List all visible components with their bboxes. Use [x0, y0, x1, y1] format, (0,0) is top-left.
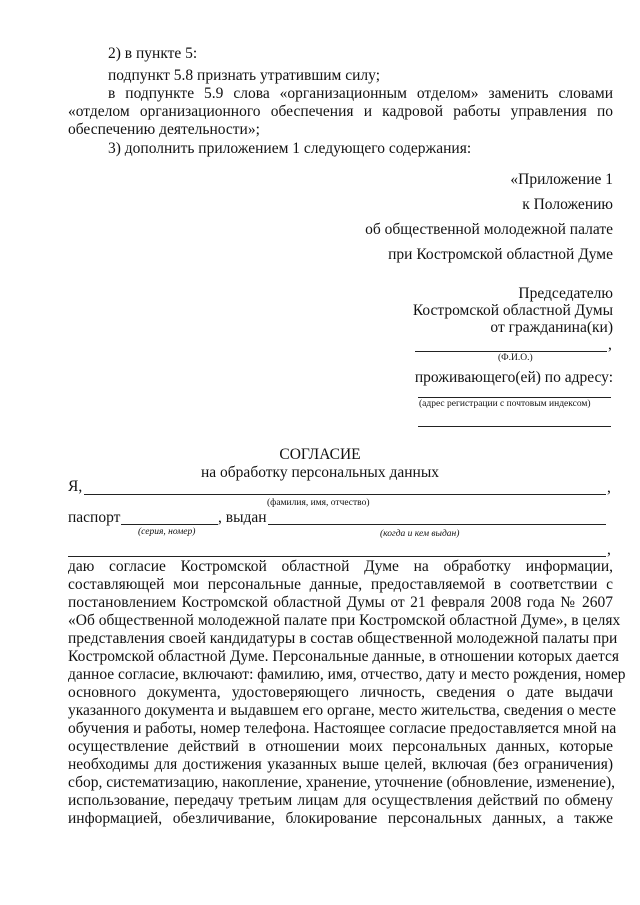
- appendix-line: при Костромской областной Думе: [388, 246, 613, 263]
- consent-body-line: даю согласие Костромской областной Думе на обработку информации,: [68, 558, 613, 575]
- issued-by-blank-2: [68, 556, 606, 557]
- amendment-subpoint-5-8: подпункт 5.8 признать утратившим силу;: [108, 67, 381, 84]
- appendix-line: об общественной молодежной палате: [365, 221, 613, 238]
- amendment-point-3: 3) дополнить приложением 1 следующего содержания:: [108, 140, 472, 157]
- name-caption: (фамилия, имя, отчество): [267, 498, 370, 508]
- consent-body-line: информацией, обезличивание, блокирование персональных данных, а также: [68, 810, 613, 827]
- passport-number-blank: [121, 524, 218, 525]
- fio-comma: ,: [608, 336, 612, 353]
- consent-body-line: необходимы для достижения указанных выше целей, включая (без ограничения): [68, 756, 613, 773]
- issued-label: , выдан: [218, 509, 267, 526]
- amendment-subpoint-5-9: в подпункте 5.9 слова «организационным отделом» заменить словами: [108, 85, 613, 102]
- name-comma: ,: [607, 479, 611, 496]
- consent-body-line: основного документа, удостоверяющего личность, сведения о дате выдачи: [68, 684, 613, 701]
- addressee-line: Костромской областной Думы: [412, 302, 613, 319]
- appendix-title: «Приложение 1: [510, 171, 613, 188]
- series-caption: (серия, номер): [138, 527, 196, 537]
- appendix-line: к Положению: [522, 196, 613, 213]
- consent-title: СОГЛАСИЕ: [279, 446, 361, 463]
- amendment-text-line: обеспечению деятельности»;: [68, 121, 260, 138]
- issued-caption: (когда и кем выдан): [380, 529, 460, 539]
- consent-body-line: составляющей мои персональные данные, предоставляемой в соответствии с: [68, 576, 613, 593]
- consent-body-line: представления своей кандидатуры в состав общественной молодежной палаты при: [68, 630, 618, 647]
- i-label: Я,: [68, 478, 83, 495]
- consent-body-line: осуществление действий в отношении моих персональных данных, которые: [68, 738, 613, 755]
- amendment-point-2: 2) в пункте 5:: [108, 45, 198, 62]
- addressee-line: от гражданина(ки): [490, 319, 613, 336]
- amendment-text-line: «отделом организационного обеспечения и кадровой работы управления по: [68, 103, 613, 120]
- issued-comma: ,: [607, 541, 611, 558]
- consent-subtitle: на обработку персональных данных: [201, 464, 439, 481]
- issued-by-blank: [268, 524, 606, 525]
- address-blank-line: [418, 397, 611, 398]
- consent-body-line: указанного документа и выдавшем его органе, место жительства, сведения о месте: [68, 702, 617, 719]
- name-blank-line: [84, 494, 606, 495]
- consent-body-line: сбор, систематизацию, накопление, хранение, уточнение (обновление, изменение),: [68, 774, 615, 791]
- consent-body-line: обучения и работы, номер телефона. Настоящее согласие предоставляется мной на: [68, 720, 617, 737]
- consent-body-line: постановлением Костромской областной Думы от 21 февраля 2008 года № 2607: [68, 594, 613, 611]
- consent-body-line: данное согласие, включают: фамилию, имя, отчество, дату и место рождения, номер: [68, 666, 626, 683]
- fio-blank-line: [415, 351, 607, 352]
- consent-body-line: Костромской областной Думе. Персональные данные, в отношении которых дается: [68, 648, 619, 665]
- address-blank-line-2: [418, 426, 611, 427]
- fio-caption: (Ф.И.О.): [498, 353, 533, 363]
- passport-label: паспорт: [68, 509, 121, 526]
- address-caption: (адрес регистрации с почтовым индексом): [419, 399, 591, 409]
- residing-label: проживающего(ей) по адресу:: [414, 369, 613, 386]
- addressee-line: Председателю: [518, 285, 613, 302]
- consent-body-line: «Об общественной молодежной палате при Костромской областной Думе», в целях: [68, 612, 621, 629]
- consent-body-line: использование, передачу третьим лицам для осуществления действий по обмену: [68, 792, 613, 809]
